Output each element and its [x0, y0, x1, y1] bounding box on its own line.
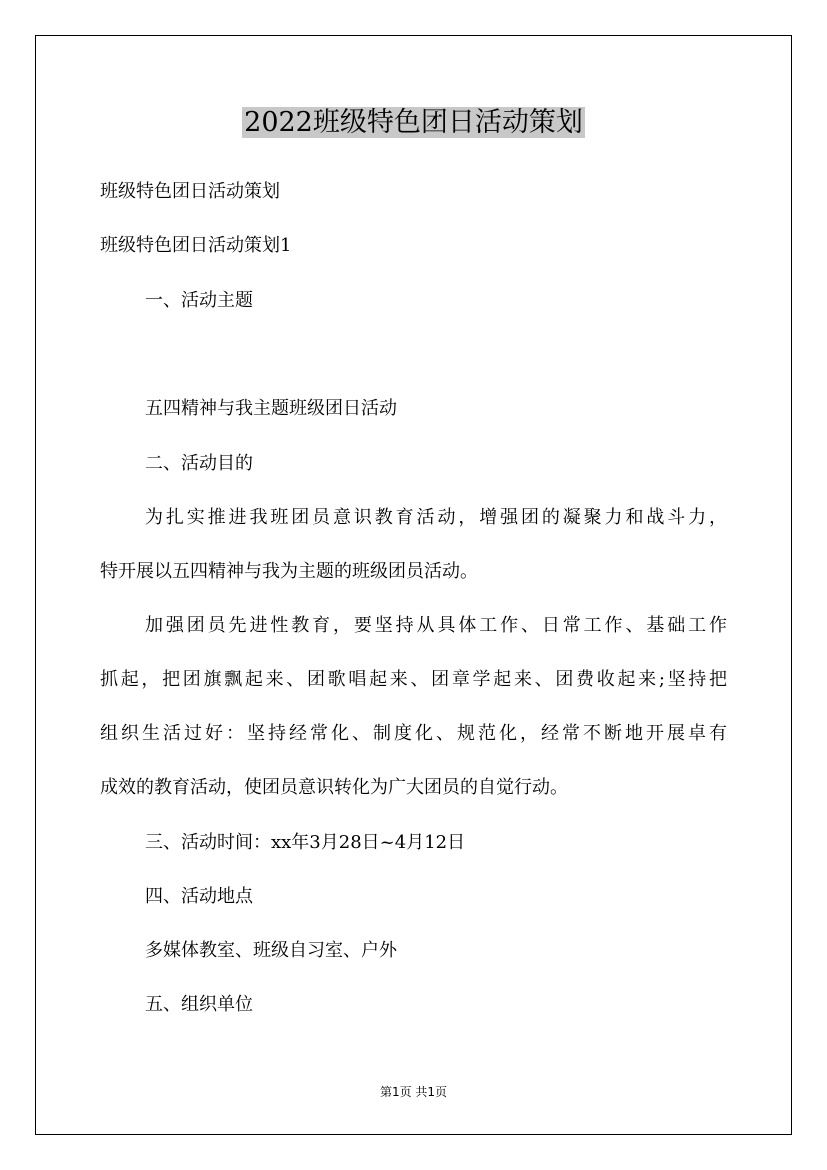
- education-line-1: 加强团员先进性教育，要坚持从具体工作、日常工作、基础工作: [145, 615, 727, 636]
- paragraph-subheading: 班级特色团日活动策划1: [100, 235, 292, 256]
- purpose-line-2: 特开展以五四精神与我为主题的班级团员活动。: [100, 561, 478, 582]
- paragraph-heading: 班级特色团日活动策划: [100, 181, 280, 202]
- document-title-text: 2022班级特色团日活动策划: [244, 107, 583, 138]
- education-line-3: 组织生活过好：坚持经常化、制度化、规范化，经常不断地开展卓有: [100, 723, 727, 744]
- section-location-heading: 四、活动地点: [145, 886, 253, 907]
- purpose-line-1: 为扎实推进我班团员意识教育活动，增强团的凝聚力和战斗力，: [145, 507, 727, 528]
- document-title: [0, 103, 827, 143]
- theme-text: 五四精神与我主题班级团日活动: [145, 398, 397, 419]
- location-text: 多媒体教室、班级自习室、户外: [145, 940, 397, 961]
- section-time: 三、活动时间：xx年3月28日~4月12日: [145, 832, 466, 853]
- education-line-2: 抓起，把团旗飘起来、团歌唱起来、团章学起来、团费收起来;坚持把: [100, 669, 727, 690]
- section-purpose-heading: 二、活动目的: [145, 453, 253, 474]
- section-organizer-heading: 五、组织单位: [145, 994, 253, 1015]
- education-line-4: 成效的教育活动，使团员意识转化为广大团员的自觉行动。: [100, 777, 568, 798]
- page-footer: 第1页 共1页: [379, 1085, 448, 1099]
- section-theme-heading: 一、活动主题: [145, 290, 253, 311]
